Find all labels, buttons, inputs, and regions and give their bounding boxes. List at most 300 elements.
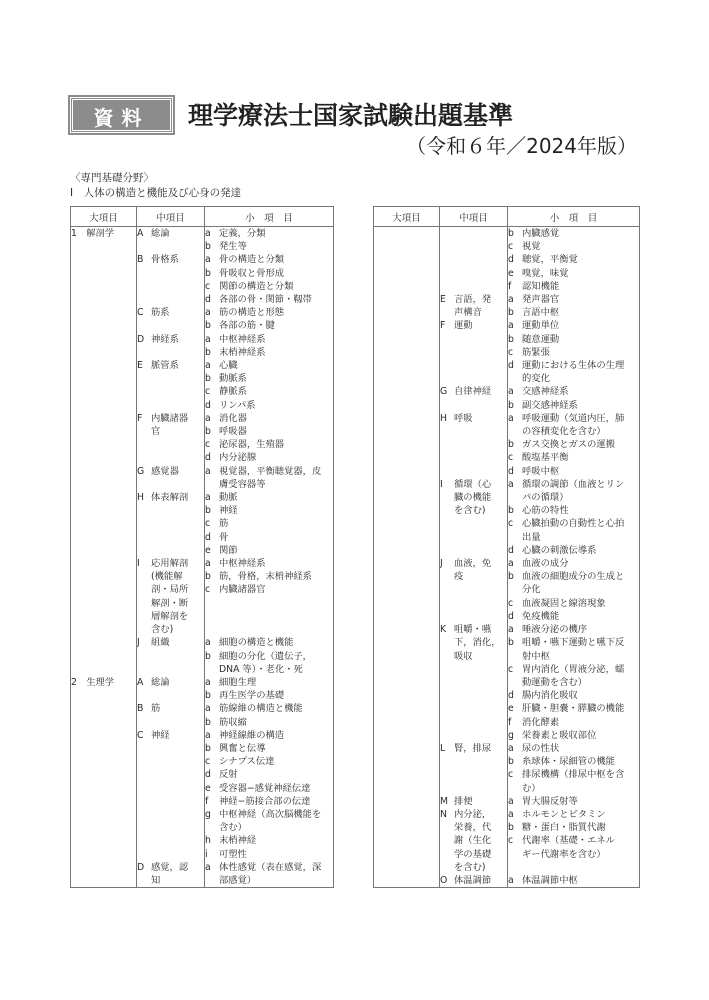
minor-item-cell [508,372,640,385]
major-item-cell [71,333,137,346]
major-item-cell [71,517,137,530]
middle-item-cell [440,861,508,874]
minor-item-cell [508,333,640,346]
minor-item-cell [508,412,640,425]
major-item-cell [374,874,440,888]
minor-item-cell [205,689,334,702]
minor-item-letter: a [205,558,211,570]
major-item-cell [71,636,137,649]
minor-item-letter: c [205,756,211,768]
table-row [71,610,334,623]
middle-item-cell [440,280,508,293]
middle-item-cell [137,319,205,332]
table-row [71,385,334,398]
minor-item-letter: c [205,518,211,530]
middle-item-cell [137,782,205,795]
minor-item-text: パの循環） [522,492,569,504]
minor-item-letter: b [205,716,211,728]
minor-item-text: 栄養素と吸収部位 [522,729,597,741]
table-row [374,438,640,451]
minor-item-cell [508,808,640,821]
minor-item-cell [205,544,334,557]
middle-item-cell [137,848,205,861]
middle-item-cell [440,821,508,834]
table-row [71,333,334,346]
major-item-cell [374,636,440,649]
table-row [374,557,640,570]
table-row [374,280,640,293]
minor-item-text: 関節の構造と分類 [219,280,294,292]
table-row [374,742,640,755]
minor-item-cell [508,848,640,861]
minor-item-letter: a [508,412,514,424]
minor-item-letter: d [205,399,211,411]
table-row [71,438,334,451]
middle-item-label: 神経 [151,729,170,741]
minor-item-text: 運動における生体の生理 [522,360,625,372]
header-sho: 小 項 目 [205,207,334,227]
minor-item-cell [508,610,640,623]
table-row [374,650,640,663]
middle-item-cell [137,504,205,517]
minor-item-cell [205,293,334,306]
major-item-cell [71,240,137,253]
major-item-cell [374,861,440,874]
minor-item-letter: a [205,360,211,372]
table-row [71,676,334,689]
middle-item-cell [440,306,508,319]
minor-item-letter: b [205,320,211,332]
minor-item-cell [205,319,334,332]
middle-item-cell [440,755,508,768]
middle-item-label: 内臓諸器 [151,412,189,424]
minor-item-letter: c [508,835,514,847]
middle-item-cell [440,768,508,781]
major-item-cell [374,517,440,530]
middle-item-key: J [440,558,443,570]
middle-item-cell [440,491,508,504]
minor-item-cell [205,808,334,821]
major-item: 2 生理学 [71,676,115,688]
table-row [71,821,334,834]
minor-item-text: 骨吸収と骨形成 [219,267,285,279]
major-item-cell [374,821,440,834]
middle-item-label: を含む) [454,861,486,873]
minor-item-cell [508,755,640,768]
minor-item-cell [205,636,334,649]
middle-item-key: L [440,742,446,754]
minor-item-text: 排尿機構（排尿中枢を含 [522,769,625,781]
middle-item-cell [440,531,508,544]
middle-item-cell [440,623,508,636]
major-item-cell [374,768,440,781]
minor-item-letter: c [205,584,211,596]
minor-item-letter: b [508,571,514,583]
minor-item-cell [508,293,640,306]
middle-item-label: 層解剖を [151,610,189,622]
major-item-cell [71,544,137,557]
table-row [374,689,640,702]
minor-item-text: 運動単位 [522,320,560,332]
middle-item-cell [137,451,205,464]
middle-item-key: O [440,874,448,886]
minor-item-letter: d [205,294,211,306]
middle-item-label: 骨格系 [151,254,179,266]
minor-item-cell [205,702,334,715]
middle-item-key: H [440,412,447,424]
major-item-cell [71,742,137,755]
middle-item-cell [440,399,508,412]
header-chu: 中項目 [440,207,508,227]
middle-item-label: 言語，発 [454,294,492,306]
table-row [71,399,334,412]
major-item-cell [374,795,440,808]
middle-item-key: N [440,808,447,820]
middle-item-cell [137,650,205,663]
minor-item-letter: a [205,676,211,688]
table-row [374,808,640,821]
table-row [71,808,334,821]
minor-item-text: 唾液分泌の機序 [522,624,588,636]
major-item-cell [71,346,137,359]
major-item-cell [374,782,440,795]
page-subtitle: （令和６年／2024年版） [406,134,637,158]
minor-item-letter: g [205,808,211,820]
middle-item-cell [137,874,205,888]
minor-item-letter: e [508,703,514,715]
minor-item-text: 関節 [219,544,238,556]
middle-item-label: 吸収 [454,650,473,662]
section-label: 〈専門基礎分野〉 [70,172,154,184]
minor-item-text: 咀嚼・嚥下運動と嚥下反 [522,637,625,649]
minor-item-text: 循環の調節（血液とリン [522,478,625,490]
minor-item-letter: g [508,729,514,741]
table-row [71,240,334,253]
minor-item-letter: b [205,690,211,702]
middle-item-label: 体温調節 [454,874,492,886]
minor-item-text: 定義，分類 [219,228,266,239]
minor-item-letter: b [508,399,514,411]
minor-item-cell [205,465,334,478]
middle-item-cell [440,438,508,451]
minor-item-text: 発声器官 [522,294,560,306]
minor-item-text: 体性感覚（表在感覚，深 [219,861,322,873]
table-row [374,253,640,266]
major-item-cell [374,385,440,398]
minor-item-cell [205,795,334,808]
middle-item-cell [137,517,205,530]
table-row [374,544,640,557]
minor-item-text: 消化酵素 [522,716,560,728]
major-item-cell [71,557,137,570]
criteria-table-left [70,206,334,888]
middle-item-key: J [137,637,140,649]
major-item-cell [374,372,440,385]
minor-item-text: リンパ系 [219,399,256,411]
minor-item-text: 酸塩基平衡 [522,452,569,464]
minor-item-letter: b [205,241,211,253]
major-item-cell [71,702,137,715]
table-row [71,253,334,266]
minor-item-letter: a [205,333,211,345]
minor-item-cell [205,570,334,583]
minor-item-text: 呼吸運動（気道内圧，肺 [522,412,625,424]
minor-item-letter: a [508,795,514,807]
middle-item-cell [137,663,205,676]
major-item-cell [374,504,440,517]
major-item-cell [71,451,137,464]
table-row [71,650,334,663]
major-item-cell [374,319,440,332]
minor-item-cell [205,716,334,729]
table-header-row [71,207,334,227]
minor-item-text: 糖・蛋白・脂質代謝 [522,822,606,834]
minor-item-letter: a [205,861,211,873]
minor-item-letter: i [205,848,208,860]
minor-item-text: 神経−筋接合部の伝達 [219,795,311,807]
major-item-cell [374,267,440,280]
minor-item-text: 嗅覚，味覚 [522,267,569,279]
major-item-cell [71,782,137,795]
minor-item-letter: d [508,544,514,556]
major-item-cell [374,293,440,306]
minor-item-cell [508,267,640,280]
table-row [374,583,640,596]
middle-item-cell [137,755,205,768]
middle-item-key: B [137,254,144,266]
table-row [71,227,334,241]
minor-item-cell [205,676,334,689]
minor-item-cell [508,874,640,888]
middle-item-cell [440,240,508,253]
table-row [71,570,334,583]
minor-item-text: 再生医学の基礎 [219,690,285,702]
minor-item-letter: a [205,637,211,649]
major-item-cell [71,267,137,280]
table-row [374,821,640,834]
minor-item-cell [205,425,334,438]
minor-item-cell [205,663,334,676]
minor-item-cell [205,333,334,346]
major-item-cell [374,623,440,636]
minor-item-text: 副交感神経系 [522,399,578,411]
minor-item-cell [508,623,640,636]
middle-item-label: 謝（生化 [454,835,492,847]
major-item-cell [374,557,440,570]
middle-item-cell [440,610,508,623]
middle-item-label: 組織 [151,637,170,649]
minor-item-letter: c [205,386,211,398]
minor-item-letter: b [205,267,211,279]
minor-item-letter: b [508,228,514,239]
middle-item-cell [137,399,205,412]
minor-item-letter: b [205,650,211,662]
minor-item-cell [508,689,640,702]
minor-item-cell [508,227,640,241]
table-row [374,729,640,742]
middle-item-cell [440,702,508,715]
minor-item-cell [508,306,640,319]
major-item-cell [374,346,440,359]
middle-item-cell [440,385,508,398]
table-row [374,346,640,359]
middle-item-cell [440,412,508,425]
minor-item-cell [205,861,334,874]
table-row [71,782,334,795]
minor-item-cell [508,676,640,689]
minor-item-text: 筋線維の構造と機能 [219,703,303,715]
middle-item-cell [137,531,205,544]
minor-item-text: 代謝率（基礎・エネル [522,835,615,847]
minor-item-letter: h [205,835,211,847]
middle-item-label: 学の基礎 [454,848,492,860]
major-item-cell [374,848,440,861]
major-item-cell [71,478,137,491]
table-row [374,267,640,280]
minor-item-cell [508,438,640,451]
minor-item-cell [205,583,334,596]
table-row [71,478,334,491]
minor-item-letter: a [508,386,514,398]
middle-item-cell [440,636,508,649]
minor-item-text: 筋 [219,518,229,530]
table-row [374,385,640,398]
minor-item-text: 内臓諸器官 [219,584,266,596]
minor-item-text: 心臓拍動の自動性と心拍 [522,518,625,530]
major-item-cell [374,451,440,464]
minor-item-text: 血液の成分 [522,558,569,570]
minor-item-letter: a [205,228,211,239]
minor-item-letter: c [508,663,514,675]
minor-item-text: 腸内消化吸収 [522,690,578,702]
middle-item-cell [137,742,205,755]
minor-item-letter: a [508,558,514,570]
table-row [71,267,334,280]
minor-item-letter: c [508,769,514,781]
major-item-cell [374,689,440,702]
major-item-cell [71,821,137,834]
minor-item-cell [508,280,640,293]
middle-item-cell [440,504,508,517]
minor-item-cell [508,795,640,808]
middle-item-cell [137,676,205,689]
minor-item-letter: d [508,610,514,622]
major-item-cell [374,729,440,742]
minor-item-letter: a [205,254,211,266]
major-item-cell [71,729,137,742]
middle-item-cell [137,227,205,241]
minor-item-text: 各部の筋・腱 [219,320,275,332]
middle-item-cell [440,729,508,742]
major-item-cell [71,253,137,266]
middle-item-cell [440,742,508,755]
table-row [71,557,334,570]
table-row [374,319,640,332]
minor-item-letter: d [205,769,211,781]
minor-item-cell [205,412,334,425]
minor-item-letter: d [508,465,514,477]
middle-item-cell [440,478,508,491]
table-row [71,729,334,742]
middle-item-cell [440,267,508,280]
middle-item-label: 剖・局所 [151,584,189,596]
middle-item-label: 呼吸 [454,412,473,424]
minor-item-letter: d [205,452,211,464]
middle-item-cell [137,636,205,649]
middle-item-key: G [440,386,448,398]
minor-item-letter: b [508,822,514,834]
major-item-cell [71,834,137,847]
middle-item-cell [137,491,205,504]
middle-item-cell [440,650,508,663]
table-row [374,359,640,372]
minor-item-cell [205,253,334,266]
minor-item-cell [508,583,640,596]
middle-item-cell [440,874,508,888]
major-item-cell [71,293,137,306]
minor-item-text: 聴覚，平衡覚 [522,254,578,266]
minor-item-cell [205,399,334,412]
minor-item-text: 神経線維の構造 [219,729,285,741]
minor-item-text: 視覚 [522,241,541,253]
minor-item-cell [205,240,334,253]
middle-item-key: E [440,294,446,306]
minor-item-text: 言語中枢 [522,307,560,319]
minor-item-cell [205,623,334,636]
middle-item-label: 下，消化， [454,637,501,649]
table-row [374,478,640,491]
minor-item-cell [205,755,334,768]
middle-item-cell [137,438,205,451]
minor-item-cell [508,861,640,874]
minor-item-text: ホルモンとビタミン [522,808,606,820]
middle-item-cell [137,570,205,583]
minor-item-text: 出量 [522,531,541,543]
minor-item-text: 泌尿器，生殖器 [219,439,285,451]
minor-item-cell [508,517,640,530]
minor-item-text: 動運動を含む） [522,676,588,688]
middle-item-key: F [137,412,143,424]
table-row [374,306,640,319]
major-item-cell [71,610,137,623]
minor-item-text: 血液の細胞成分の生成と [522,571,625,583]
minor-item-cell [508,531,640,544]
minor-item-text: 動脈 [219,492,238,504]
table-row [374,636,640,649]
middle-item-label: (機能解 [151,571,183,583]
table-row [71,755,334,768]
minor-item-cell [508,702,640,715]
minor-item-text: 胃内消化（胃液分泌，蠕 [522,663,625,675]
minor-item-cell [508,742,640,755]
major-item-cell [71,491,137,504]
major-item-cell [374,280,440,293]
middle-item-cell [137,346,205,359]
middle-item-key: H [137,492,144,504]
middle-item-label: 運動 [454,320,473,332]
middle-item-label: 感覚，認 [151,861,189,873]
minor-item-text: 中枢神経（高次脳機能を [219,808,322,820]
minor-item-letter: b [508,637,514,649]
minor-item-text: 視覚器，平衡聴覚器，皮 [219,465,322,477]
minor-item-letter: c [205,280,211,292]
criteria-table-right [373,206,640,888]
major-item-cell [374,610,440,623]
major-item-cell [71,227,137,241]
minor-item-letter: d [205,531,211,543]
table-row [374,517,640,530]
minor-item-cell [205,848,334,861]
